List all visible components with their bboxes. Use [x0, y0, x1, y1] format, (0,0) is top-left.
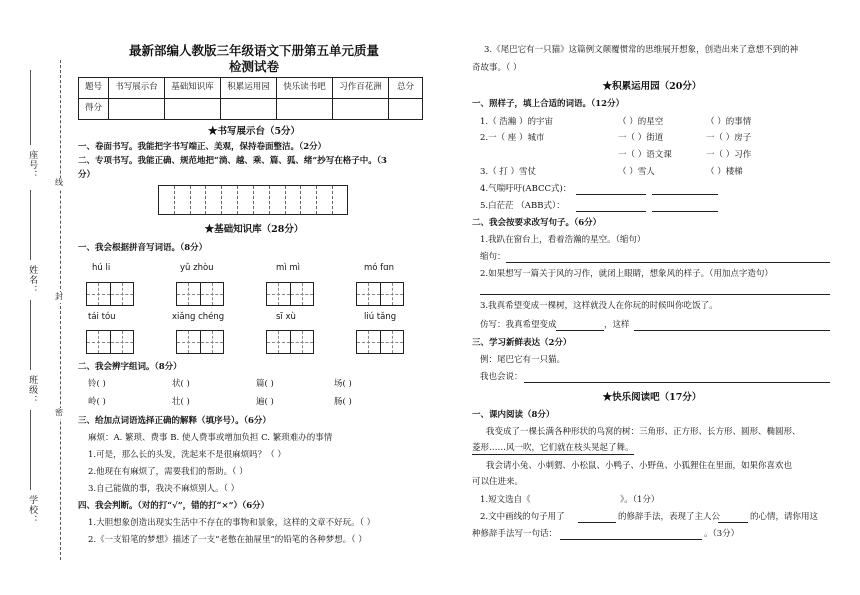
char-pair: 铃( ) [88, 379, 106, 389]
basic-q4-item3-cont: 奇故事。（ ） [472, 63, 522, 73]
passage-para1-underlined: 菱形……风一吹，它们就在枝头晃起了舞。 [472, 443, 634, 455]
answer-line[interactable] [576, 194, 646, 195]
reading-item2-e: 。（3分） [704, 529, 740, 539]
score-header-cell: 基础知识库 [165, 78, 221, 99]
answer-line[interactable] [480, 294, 830, 295]
fill-item: （ ）雪人 [618, 167, 655, 177]
rewrite-item3-answer-b: ，这样 [604, 320, 630, 330]
char-pair: 壮( ) [172, 397, 190, 407]
char-pair: 状( ) [172, 379, 190, 389]
expression-example: 例：尾巴它有一只猫。 [480, 355, 566, 365]
rewrite-item3-answer-a: 仿写：我真希望变成 [480, 320, 557, 330]
exam-title-line1: 最新部编人教版三年级语文下册第五单元质量 [128, 43, 379, 58]
score-header-cell: 题号 [79, 78, 109, 99]
score-row-label: 得分 [79, 99, 109, 120]
basic-q4-item3: 3.《尾巴它有一只猫》这篇例文颠覆惯常的思维展开想象，创造出来了意想不到的神 [484, 45, 799, 55]
fill-item: （ ）的事情 [706, 117, 752, 127]
score-cell[interactable] [165, 99, 221, 120]
section-basic-title: ★基础知识库（28分） [204, 224, 304, 235]
tian-box[interactable] [86, 282, 134, 306]
answer-line[interactable] [524, 382, 830, 383]
score-cell[interactable] [277, 99, 333, 120]
passage-para2-cont: 可以住进来。 [472, 477, 524, 487]
name-label: 姓名： [27, 265, 38, 295]
tian-box[interactable] [266, 330, 314, 354]
score-table-header-row [79, 78, 423, 99]
writing-q2: 二、专项书写。我能正确、规范地把“淌、越、乘、篇、狐、绪”抄写在格子中。（3 [78, 156, 387, 166]
basic-q3-item2: 2.他现在有麻烦了，需要我们的帮助。（ ） [88, 467, 248, 477]
score-cell[interactable] [109, 99, 165, 120]
pinyin-xiang-cheng: xiǎng chéng [172, 312, 225, 322]
accumulate-q1: 一、照样子，填上合适的词语。（12分） [472, 99, 625, 109]
fill-item: 2.一（ 座 ）城市 [480, 133, 545, 143]
tian-box[interactable] [356, 282, 404, 306]
char-pair: 场( ) [334, 379, 352, 389]
rewrite-item1-answer-label: 缩句： [480, 252, 506, 262]
reading-item2-c: 的心情，请你用这 [750, 512, 819, 522]
score-cell[interactable] [221, 99, 277, 120]
answer-line[interactable] [560, 539, 702, 540]
pinyin-si-xu: sī xù [276, 312, 296, 322]
score-header-cell: 书写展示台 [109, 78, 165, 99]
fill-item: （ ）楼梯 [706, 167, 743, 177]
score-table-score-row [79, 99, 423, 120]
accumulate-q3: 三、学习新鲜表达（2分） [472, 338, 572, 348]
class-label: 班级： [27, 375, 38, 405]
tian-box[interactable] [356, 330, 404, 354]
fill-item: 一（ ）房子 [706, 133, 752, 143]
section-reading-title: ★快乐阅读吧（17分） [602, 392, 702, 403]
class-line [30, 300, 31, 370]
reading-item2-b: 的修辞手法，表现了主人公 [618, 512, 721, 522]
score-header-cell: 积累运用园 [221, 78, 277, 99]
answer-line[interactable] [634, 330, 830, 331]
answer-line[interactable] [578, 522, 616, 523]
basic-q1: 一、我会根据拼音写词语。（8分） [78, 243, 208, 253]
answer-line[interactable] [576, 211, 646, 212]
basic-q3: 三、给加点词语选择正确的解释（填序号）。（6分） [78, 416, 271, 426]
char-pair: 遍( ) [256, 397, 274, 407]
answer-line[interactable] [718, 522, 748, 523]
fill-abb-label: 5.白茫茫 （ABB式）： [480, 201, 565, 211]
school-label: 学校： [27, 495, 38, 525]
score-table [78, 77, 423, 120]
tian-box[interactable] [86, 330, 134, 354]
pinyin-liu-tang: liú tǎng [364, 312, 397, 322]
basic-q2: 二、我会辨字组词。（8分） [78, 362, 182, 372]
answer-line[interactable] [652, 194, 718, 195]
tian-box[interactable] [266, 282, 314, 306]
passage-para2: 我会请小兔、小刺猬、小松鼠、小鸭子、小野鱼、小狐狸住在里面，如果你喜欢也 [486, 461, 793, 471]
basic-q4-item1: 1.大胆想象创造出现实生活中不存在的事物和景象，这样的文章不好玩。（ ） [88, 518, 376, 528]
exam-title-line2: 检测试卷 [228, 59, 279, 74]
basic-q4-item2: 2.《一支铅笔的梦想》描述了一支“老憋在抽屉里”的铅笔的各种梦想。（ ） [88, 535, 367, 545]
basic-q4: 四、我会判断。（对的打“√”，错的打“×”）（6分） [78, 501, 270, 511]
pinyin-tai-tou: tái tóu [88, 312, 116, 322]
answer-line[interactable] [652, 211, 718, 212]
rewrite-item1: 1.我趴在窗台上，看着浩瀚的星空。（缩句） [480, 235, 646, 245]
char-pair: 岭( ) [88, 397, 106, 407]
section-writing-title: ★书写展示台（5分） [207, 126, 301, 137]
score-header-cell: 总分 [389, 78, 423, 99]
score-cell[interactable] [333, 99, 389, 120]
passage-para1: 我变成了一棵长满各种形状的鸟窝的树：三角形、正方形、长方形、圆形、椭圆形、 [486, 427, 801, 437]
binding-dashed-line [60, 60, 61, 560]
tian-box[interactable] [176, 330, 224, 354]
reading-item1-b: 》。（1分） [620, 495, 660, 505]
rewrite-item3: 3.我真希望变成一棵树，这样就没人在你玩的时候叫你吃饭了。 [480, 301, 718, 311]
fill-item: 3.（ 打 ）雪仗 [480, 167, 537, 177]
mark-line: 线 [55, 178, 63, 187]
reading-item2-a: 2.文中画线的句子用了 [480, 512, 565, 522]
fill-item: 一（ ）习作 [706, 150, 752, 160]
char-pair: 肠( ) [334, 397, 352, 407]
writing-q2-cont: 分） [78, 170, 96, 180]
score-cell[interactable] [389, 99, 423, 120]
copy-writing-grid[interactable] [158, 185, 348, 215]
basic-q3-options: 麻烦：A. 繁琐、费事 B. 使人费事或增加负担 C. 繁琐难办的事情 [88, 433, 333, 443]
pinyin-yu-zhou: yǔ zhòu [180, 263, 214, 273]
school-line [30, 410, 31, 490]
pinyin-mo-fan: mó fɑn [364, 263, 394, 273]
answer-line[interactable] [506, 262, 830, 263]
fill-item: 一（ ）街道 [618, 133, 664, 143]
fill-item: （ ）的星空 [618, 117, 664, 127]
fill-item: 1.（ 浩瀚 ）的宇宙 [480, 117, 554, 127]
basic-q3-item3: 3.自己能做的事，我决不麻烦别人。（ ） [88, 484, 240, 494]
char-pair: 篇( ) [256, 379, 274, 389]
name-line [30, 190, 31, 260]
expression-answer-label: 我也会说： [480, 372, 523, 382]
reading-item1-a: 1.短文选自《 [480, 495, 531, 505]
rewrite-item2: 2.如果想写一篇关于风的习作，就闭上眼睛，想象风的样子。（用加点字造句） [480, 269, 773, 279]
fill-abcc-label: 4.气喘吁吁(ABCC式)： [480, 184, 572, 194]
fill-item: 一（ ）语文课 [618, 150, 672, 160]
accumulate-q2: 二、我会按要求改写句子。（6分） [472, 218, 602, 228]
seat-line [30, 70, 31, 145]
mark-close: 密 [55, 408, 63, 417]
reading-item2-d: 种修辞手法写一句话： [472, 529, 558, 539]
score-header-cell: 习作百花洲 [333, 78, 389, 99]
tian-box[interactable] [176, 282, 224, 306]
section-accumulate-title: ★积累运用园（20分） [602, 81, 702, 92]
score-header-cell: 快乐读书吧 [277, 78, 333, 99]
reading-q1: 一、课内阅读（8分） [472, 410, 555, 420]
pinyin-mi-mi: mì mì [276, 263, 300, 273]
writing-q1: 一、卷面书写。我能把字书写端正、美观，保持卷面整洁。（2分） [78, 142, 327, 152]
mark-seal: 封 [55, 292, 63, 301]
seat-label: 座号： [27, 150, 38, 180]
answer-line[interactable] [556, 330, 604, 331]
pinyin-hu-li: hú li [92, 263, 111, 273]
basic-q3-item1: 1.可是，那么长的头发，洗起来不是很麻烦吗？（ ） [88, 450, 286, 460]
